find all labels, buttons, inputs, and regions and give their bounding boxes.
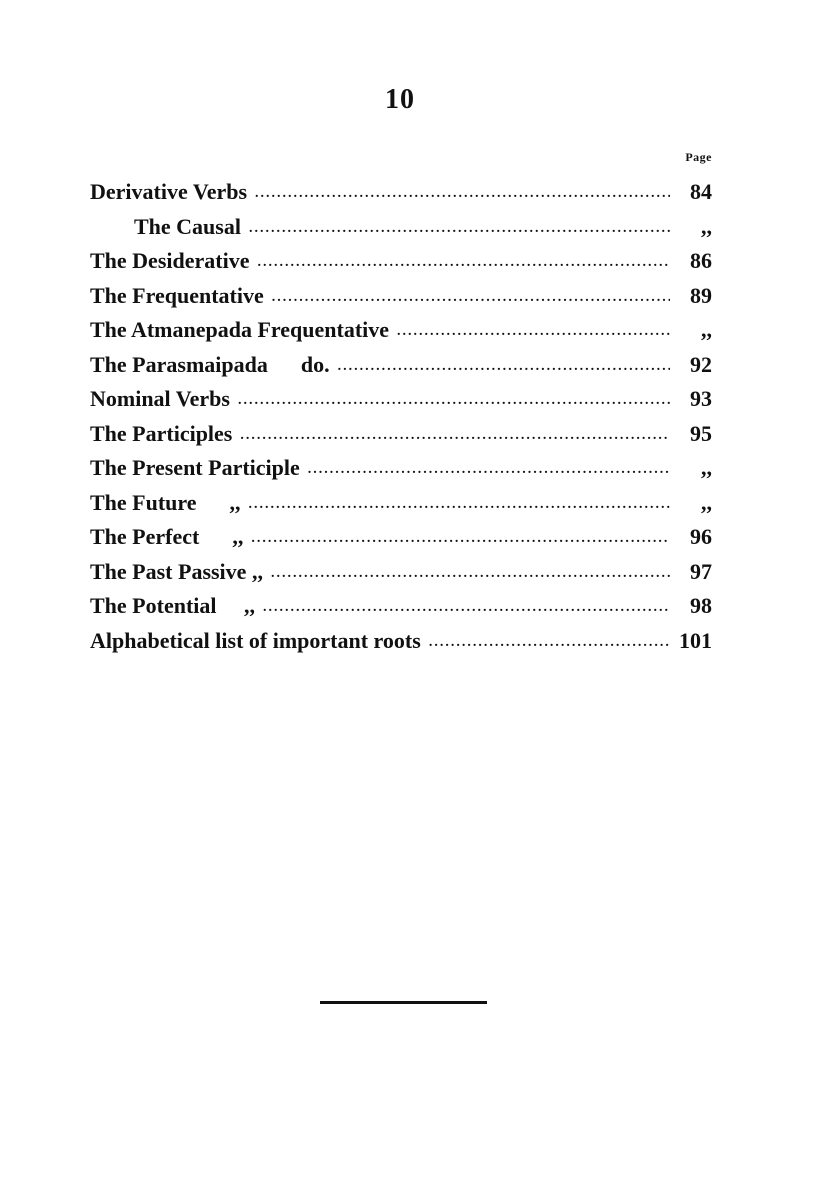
toc-entry-title: Alphabetical list of important roots (90, 627, 421, 653)
toc-entry-page: 97 (690, 558, 712, 584)
toc-entry-title: The Future ,, (90, 489, 241, 515)
toc-entry (90, 382, 712, 417)
dot-leader (272, 281, 670, 316)
toc-entry-page: ,, (701, 213, 712, 239)
toc-entry-page: 101 (679, 627, 712, 653)
toc-entry (90, 313, 712, 348)
horizontal-rule (320, 1001, 487, 1004)
toc-entry (90, 520, 712, 555)
toc-entry-page: 89 (690, 282, 712, 308)
dot-leader (257, 246, 670, 281)
dot-leader (249, 212, 670, 247)
toc-entry-page: ,, (701, 455, 712, 480)
toc-entry-page: ,, (701, 489, 712, 515)
toc-entry-page: 95 (690, 420, 712, 446)
dot-leader (308, 453, 670, 488)
toc-entry-title: The Present Participle (90, 455, 300, 480)
toc-entry (90, 451, 712, 486)
toc-entry-page: ,, (701, 317, 712, 342)
toc-entry (90, 589, 712, 624)
toc-entry-title: The Perfect ,, (90, 524, 244, 549)
toc-entry (90, 210, 712, 245)
dot-leader (251, 522, 670, 557)
toc-entry-title: Derivative Verbs (90, 179, 248, 204)
toc-entry-title: The Participles (90, 420, 233, 446)
toc-entry-page: 96 (690, 524, 712, 549)
toc-entry (90, 348, 712, 383)
dot-leader (338, 350, 670, 385)
dot-leader (263, 591, 670, 626)
toc-entry (90, 175, 712, 210)
dot-leader (255, 177, 670, 212)
toc-entry (90, 486, 712, 521)
toc-entry (90, 279, 712, 314)
toc-entry-page: 92 (690, 351, 712, 377)
toc-entry-title: The Past Passive ,, (90, 558, 263, 584)
toc-entry (90, 417, 712, 452)
toc-entry-title: The Potential ,, (90, 593, 255, 618)
toc-entry-title: The Atmanepada Frequentative (90, 317, 390, 342)
toc-entry-title: The Causal (134, 213, 241, 239)
page-number: 10 (385, 84, 415, 115)
table-of-contents (90, 175, 712, 658)
dot-leader (397, 315, 670, 350)
toc-entry-page: 86 (690, 248, 712, 273)
dot-leader (249, 488, 670, 523)
toc-entry (90, 244, 712, 279)
toc-entry-page: 98 (690, 593, 712, 618)
dot-leader (238, 384, 670, 419)
toc-entry (90, 624, 712, 659)
toc-entry (90, 555, 712, 590)
toc-entry-title: The Frequentative (90, 282, 264, 308)
toc-entry-title: Nominal Verbs (90, 386, 230, 411)
toc-entry-page: 84 (690, 179, 712, 204)
toc-entry-page: 93 (690, 386, 712, 411)
dot-leader (271, 557, 670, 592)
toc-entry-title: The Desiderative (90, 248, 250, 273)
toc-entry-title: The Parasmaipada do. (90, 351, 330, 377)
dot-leader (429, 626, 670, 661)
page-column-heading: Page (685, 150, 712, 164)
dot-leader (240, 419, 670, 454)
